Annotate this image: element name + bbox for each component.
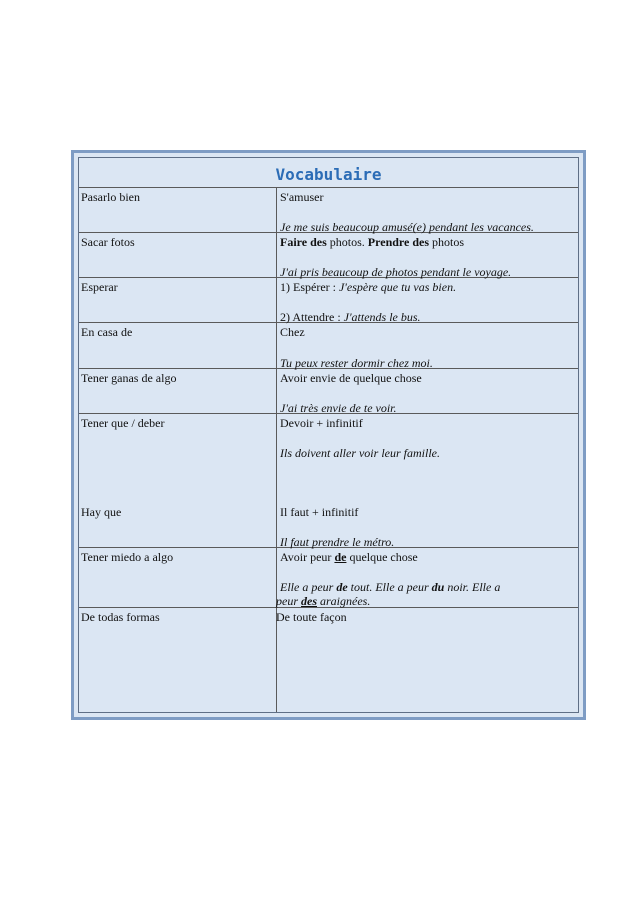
example-sentence: [280, 580, 500, 594]
vocabulary-table-inner: [78, 157, 579, 713]
spanish-term: Tener ganas de algo: [81, 371, 177, 385]
french-term: De toute façon: [276, 610, 347, 624]
bold-word: des: [301, 594, 317, 608]
spanish-term: Sacar fotos: [81, 235, 135, 249]
french-term: Avoir envie de quelque chose: [280, 371, 422, 385]
column-divider: [276, 188, 277, 712]
bold-word: Prendre des: [367, 235, 430, 249]
text-part: quelque chose: [346, 550, 418, 564]
example-sentence: Ils doivent aller voir leur famille.: [280, 446, 440, 460]
example-sentence: Je me suis beaucoup amusé(e) pendant les vacances.: [280, 220, 534, 234]
text-part: photos: [429, 235, 465, 249]
french-term: Il faut + infinitif: [280, 505, 359, 519]
text-part: Elle a peur: [280, 580, 337, 594]
example-sentence: [276, 594, 370, 608]
french-term: Chez: [280, 325, 305, 339]
french-term: Devoir + infinitif: [280, 416, 363, 430]
spanish-term: Tener miedo a algo: [81, 550, 174, 564]
text-part: tout. Elle a peur: [347, 580, 432, 594]
text-part: photos.: [326, 235, 368, 249]
french-term: [280, 280, 456, 294]
french-term: [280, 310, 421, 324]
bold-word: de: [334, 550, 347, 564]
row-divider: [79, 187, 578, 188]
text-part: 1) Espérer :: [280, 280, 339, 294]
example-sentence: Il faut prendre le métro.: [280, 535, 395, 549]
bold-word: du: [431, 580, 445, 594]
example-inline: J'espère que tu vas bien.: [338, 280, 457, 294]
french-term: [280, 235, 464, 249]
spanish-term: De todas formas: [81, 610, 160, 624]
example-sentence: J'ai pris beaucoup de photos pendant le voyage.: [280, 265, 512, 279]
french-term: S'amuser: [280, 190, 324, 204]
french-term: [280, 550, 418, 564]
text-part: 2) Attendre :: [280, 310, 344, 324]
bold-word: de: [336, 580, 348, 594]
vocabulary-table: [71, 150, 586, 720]
bold-word: Faire des: [280, 235, 327, 249]
table-title: Vocabulaire: [275, 165, 382, 184]
spanish-term: Esperar: [81, 280, 118, 294]
spanish-term: Pasarlo bien: [81, 190, 140, 204]
spanish-term: Tener que / deber: [81, 416, 165, 430]
text-part: noir. Elle a: [444, 580, 501, 594]
text-part: araignées.: [317, 594, 371, 608]
spanish-term: En casa de: [81, 325, 133, 339]
example-inline: J'attends le bus.: [343, 310, 421, 324]
example-sentence: Tu peux rester dormir chez moi.: [280, 356, 433, 370]
example-sentence: J'ai très envie de te voir.: [280, 401, 397, 415]
text-part: Avoir peur: [280, 550, 335, 564]
spanish-term: Hay que: [81, 505, 122, 519]
text-part: peur: [276, 594, 301, 608]
